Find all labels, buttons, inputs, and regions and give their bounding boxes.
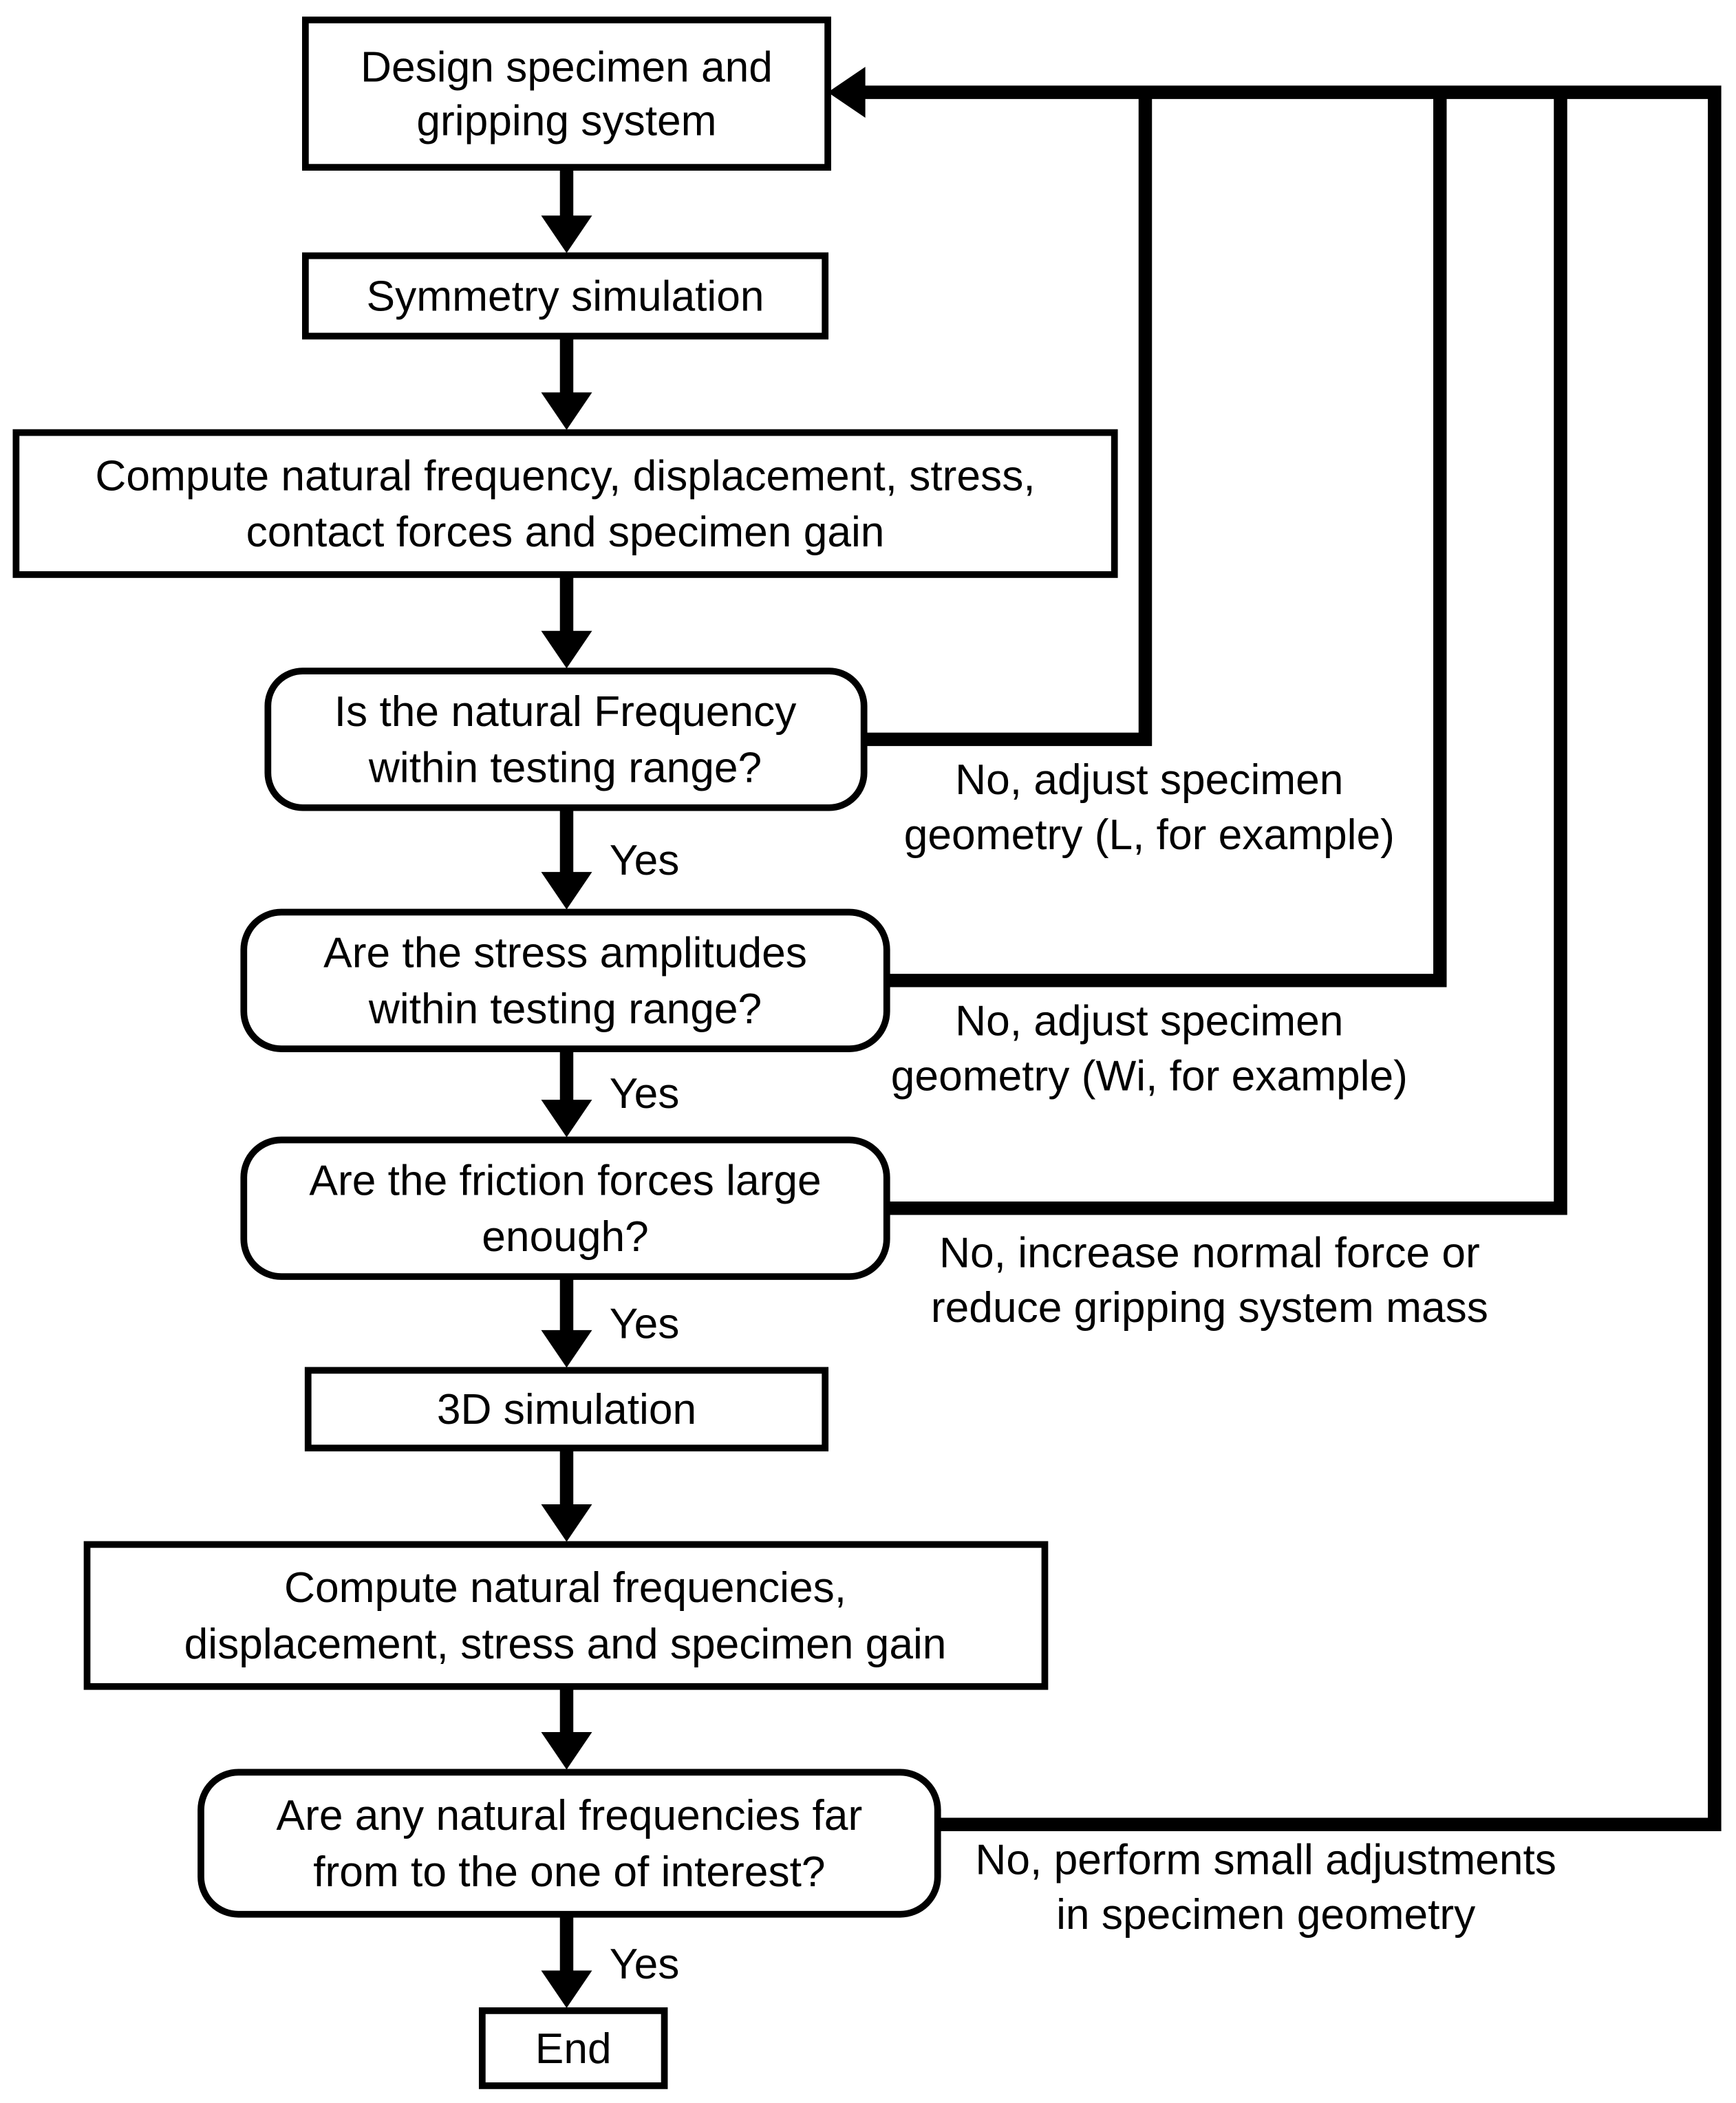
- no-label-stress-line2: geometry (Wi, for example): [890, 1052, 1408, 1100]
- down-arrowhead-icon: [541, 631, 592, 669]
- node-compute-3d-label-line1: Compute natural frequencies,: [284, 1564, 847, 1612]
- yes-label-modes: Yes: [609, 1941, 680, 1989]
- node-compute-3d-label-line2: displacement, stress and specimen gain: [184, 1620, 947, 1668]
- node-design-label-line1: Design specimen and: [361, 43, 773, 92]
- node-decision-stress-label-line1: Are the stress amplitudes: [323, 929, 807, 977]
- down-arrowhead-icon: [541, 1732, 592, 1770]
- no-label-stress-line1: No, adjust specimen: [955, 997, 1344, 1045]
- arrow-yes-modes-to-end: [541, 1914, 592, 2008]
- node-symmetry-label: Symmetry simulation: [366, 273, 764, 321]
- down-arrowhead-icon: [541, 1970, 592, 2008]
- no-label-frequency-line1: No, adjust specimen: [955, 756, 1344, 804]
- arrow-compute-to-decision-frequency: [541, 575, 592, 668]
- down-arrowhead-icon: [541, 872, 592, 910]
- no-label-friction-line1: No, increase normal force or: [939, 1229, 1480, 1277]
- down-arrowhead-icon: [541, 392, 592, 430]
- node-decision-friction-label-line1: Are the friction forces large: [309, 1157, 822, 1205]
- no-label-modes-line2: in specimen geometry: [1056, 1891, 1476, 1939]
- arrow-yes-frequency-to-stress: [541, 808, 592, 910]
- no-label-friction-line2: reduce gripping system mass: [930, 1284, 1488, 1332]
- no-label-frequency-line2: geometry (L, for example): [903, 811, 1395, 860]
- node-compute-symmetry-label-line2: contact forces and specimen gain: [246, 509, 885, 557]
- down-arrowhead-icon: [541, 1504, 592, 1542]
- feedback-arrowhead-icon: [828, 67, 866, 118]
- arrow-yes-friction-to-3d: [541, 1277, 592, 1367]
- yes-label-stress: Yes: [609, 1069, 680, 1118]
- node-decision-frequency-label-line1: Is the natural Frequency: [334, 687, 797, 736]
- node-end-label: End: [535, 2025, 612, 2073]
- down-arrowhead-icon: [541, 1100, 592, 1138]
- node-decision-stress-label-line2: within testing range?: [368, 985, 762, 1034]
- node-design-specimen: [306, 20, 828, 167]
- node-decision-modes-label-line1: Are any natural frequencies far: [276, 1792, 863, 1840]
- node-design-label-line2: gripping system: [416, 97, 717, 145]
- node-decision-frequency-label-line2: within testing range?: [368, 744, 762, 792]
- arrow-compute2-to-decision-modes: [541, 1687, 592, 1770]
- node-decision-friction-label-line2: enough?: [482, 1213, 649, 1261]
- down-arrowhead-icon: [541, 1330, 592, 1368]
- arrow-3d-to-compute2: [541, 1448, 592, 1541]
- node-3d-simulation-label: 3D simulation: [436, 1386, 697, 1434]
- node-decision-modes-label-line2: from to the one of interest?: [313, 1848, 826, 1896]
- yes-label-frequency: Yes: [609, 837, 680, 885]
- down-arrowhead-icon: [541, 215, 592, 253]
- no-label-modes-line1: No, perform small adjustments: [975, 1836, 1556, 1884]
- feedback-line-frequency: [864, 92, 1146, 739]
- arrow-symmetry-to-compute: [541, 336, 592, 429]
- arrow-design-to-symmetry: [541, 167, 592, 253]
- yes-label-friction: Yes: [609, 1300, 680, 1348]
- arrow-yes-stress-to-friction: [541, 1049, 592, 1137]
- node-compute-symmetry-label-line1: Compute natural frequency, displacement, stress,: [95, 452, 1036, 500]
